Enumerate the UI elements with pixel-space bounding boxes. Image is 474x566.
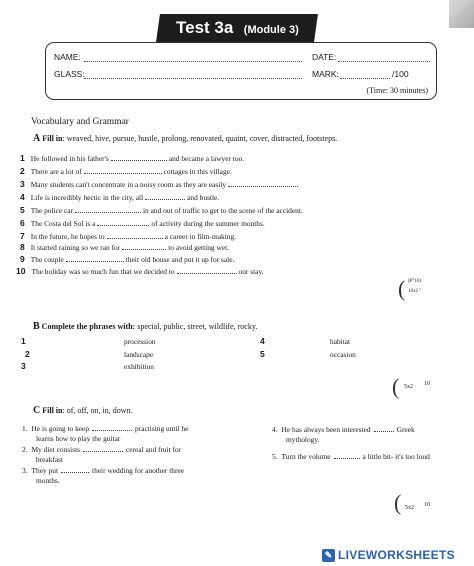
section-b-phrase-word: habitat — [330, 337, 351, 346]
answer-blank[interactable] — [92, 424, 132, 431]
time-limit: (Time: 30 minutes) — [366, 86, 428, 95]
section-a-score-top: (P°10) — [408, 279, 422, 284]
sentence-start: He has always been interested — [281, 425, 371, 434]
answer-blank[interactable] — [145, 193, 185, 200]
section-a-item — [20, 192, 219, 202]
sentence-continuation: months. — [36, 476, 60, 485]
answer-blank[interactable] — [84, 167, 162, 174]
section-c-item — [272, 425, 415, 445]
section-b-item-number: 3 — [21, 361, 26, 371]
section-b-word-bank: special, public, street, wildlife, rocky. — [135, 322, 258, 331]
item-number: 2 — [20, 166, 25, 176]
liveworksheets-logo-icon: ✎ — [322, 549, 335, 562]
section-a-item — [20, 242, 229, 252]
answer-blank[interactable] — [107, 232, 163, 239]
class-field[interactable] — [84, 78, 302, 79]
section-c-score-mult: 5x2 — [405, 505, 414, 511]
section-c-instruction — [33, 405, 133, 416]
sentence-end: to avoid getting wet. — [168, 243, 229, 252]
section-c-word-bank: : of, off, on, in, down. — [62, 406, 133, 415]
section-c-item — [22, 445, 181, 465]
sentence-end: our stay. — [238, 267, 264, 276]
answer-blank[interactable] — [122, 243, 166, 250]
answer-blank[interactable] — [374, 425, 394, 432]
section-b-phrase-word: procession — [124, 337, 156, 346]
sentence-start: In the future, he hopes to — [30, 232, 105, 241]
section-b-item-number: 4 — [260, 336, 265, 346]
section-a-item — [20, 205, 303, 215]
sentence-end: and became a lawyer too. — [168, 154, 245, 163]
section-c-item — [22, 466, 184, 486]
section-a-score-bottom: 10x2 " — [408, 289, 422, 294]
footer-brand-text: LIVEWORKSHEETS — [338, 548, 455, 562]
item-number: 2. — [22, 445, 28, 454]
student-info-box — [45, 42, 437, 100]
sentence-start: There are a lot of — [30, 167, 82, 176]
item-number: 3 — [20, 179, 25, 189]
sentence-end: a little bit- it's too loud — [362, 452, 430, 461]
answer-blank[interactable] — [66, 255, 124, 262]
answer-blank[interactable] — [334, 452, 360, 459]
date-label: DATE: — [312, 52, 337, 62]
sentence-start: The police car — [30, 206, 73, 215]
page-subtitle: (Module 3) — [243, 24, 299, 36]
item-number: 3. — [22, 466, 28, 475]
section-a-item — [20, 179, 300, 189]
section-b-score-mult: 5x2 — [404, 384, 413, 390]
sentence-start: My diet consists — [31, 445, 80, 454]
section-b-phrase-word: occasion — [330, 350, 356, 359]
answer-blank[interactable] — [75, 206, 141, 213]
section-c-letter: C — [33, 405, 41, 416]
section-b-score-bracket: ( — [392, 374, 400, 399]
section-c-score-total: 10 — [424, 502, 430, 508]
section-a-score — [408, 279, 421, 295]
section-b-item-number: 5 — [260, 349, 265, 359]
section-a-score-bracket: ( — [398, 276, 406, 301]
class-label: GLASS: — [54, 69, 85, 79]
section-b-letter: B — [33, 321, 40, 332]
section-a-item — [20, 254, 234, 264]
sentence-start: He is going to keep — [31, 424, 90, 433]
footer-brand — [322, 548, 455, 562]
sentence-end: practising until he — [135, 424, 189, 433]
answer-blank[interactable] — [61, 466, 89, 473]
page-title: Test 3a — [175, 18, 233, 37]
name-field[interactable] — [84, 61, 302, 62]
item-number: 4. — [272, 425, 278, 434]
sentence-start: The couple — [30, 255, 64, 264]
sentence-start: Many students can't concentrate in a noisy room as they are easily — [30, 180, 227, 189]
item-number: 10 — [16, 266, 26, 276]
name-label: NAME: — [54, 52, 81, 62]
item-number: 5. — [272, 452, 278, 461]
sentence-start: It started raining so we ran for — [30, 243, 121, 252]
section-a-item — [20, 218, 265, 228]
sentence-start: Life is incredibly hectic in the city, all — [30, 193, 144, 202]
item-number: 7 — [20, 231, 25, 241]
section-b-phrase-word: exhibition — [124, 362, 154, 371]
section-a-instruction — [33, 133, 337, 144]
item-number: 1 — [20, 153, 25, 163]
answer-blank[interactable] — [111, 154, 167, 161]
section-heading: Vocabulary and Grammar — [31, 117, 129, 127]
section-b-item-number: 1 — [21, 336, 26, 346]
sentence-start: The holiday was so much fun that we decided to — [31, 267, 175, 276]
section-a-item — [20, 231, 236, 241]
sentence-start: Turn the volume — [281, 452, 331, 461]
sentence-end: in and out of traffic to get to the scene of the accident. — [143, 206, 303, 215]
date-field[interactable] — [338, 61, 430, 62]
sentence-start: They put — [31, 466, 59, 475]
item-number: 8 — [20, 242, 25, 252]
item-number: 9 — [20, 254, 25, 264]
sentence-end: their old house and put it up for sale. — [125, 255, 235, 264]
section-c-instruction-label: Fill in — [42, 406, 63, 415]
sentence-end: cereal and fruit for — [126, 445, 182, 454]
section-c-score-bracket: ( — [394, 490, 402, 515]
mark-total: /100 — [392, 69, 409, 79]
sentence-end: and bustle. — [187, 193, 220, 202]
sentence-end: Greek — [396, 425, 415, 434]
sentence-start: He followed in his father's — [30, 154, 109, 163]
item-number: 6 — [20, 218, 25, 228]
answer-blank[interactable] — [83, 445, 123, 452]
sentence-continuation: breakfast — [36, 455, 64, 464]
section-c-item — [22, 424, 188, 444]
page-corner-decoration — [449, 0, 474, 28]
section-b-item-number: 2 — [25, 349, 30, 359]
item-number: 5 — [20, 205, 25, 215]
answer-blank[interactable] — [177, 267, 237, 274]
section-b-score-total: 10 — [424, 381, 430, 387]
item-number: 4 — [20, 192, 25, 202]
sentence-end: cottages in this village. — [163, 167, 232, 176]
section-a-word-bank: : weaved, hive, pursue, hustle, prolong, renovated, quaint, cover, distracted, footsteps. — [62, 134, 338, 143]
mark-field[interactable] — [340, 78, 390, 79]
mark-label: MARK: — [312, 69, 339, 79]
section-a-item — [20, 166, 232, 176]
answer-blank[interactable] — [97, 219, 149, 226]
section-c-item — [272, 452, 430, 462]
sentence-start: The Costa del Sol is a — [30, 219, 96, 228]
sentence-end: their wedding for another three — [92, 466, 184, 475]
section-a-item — [20, 153, 244, 163]
section-a-instruction-label: Fill in — [42, 134, 63, 143]
sentence-end: a career in film-making. — [164, 232, 237, 241]
sentence-continuation: learns how to play the guitar — [36, 434, 121, 443]
sentence-continuation: mythology. — [286, 435, 320, 444]
item-number: 1. — [22, 424, 28, 433]
section-b-phrase-word: landscape — [124, 350, 154, 359]
section-a-letter: A — [33, 133, 41, 144]
answer-blank[interactable] — [228, 180, 298, 187]
section-b-instruction — [33, 321, 257, 332]
sentence-end: of activity during the summer months. — [151, 219, 265, 228]
section-b-instruction-label: Complete the phrases with: — [41, 322, 136, 331]
section-a-item — [16, 266, 264, 276]
title-banner — [156, 14, 318, 42]
